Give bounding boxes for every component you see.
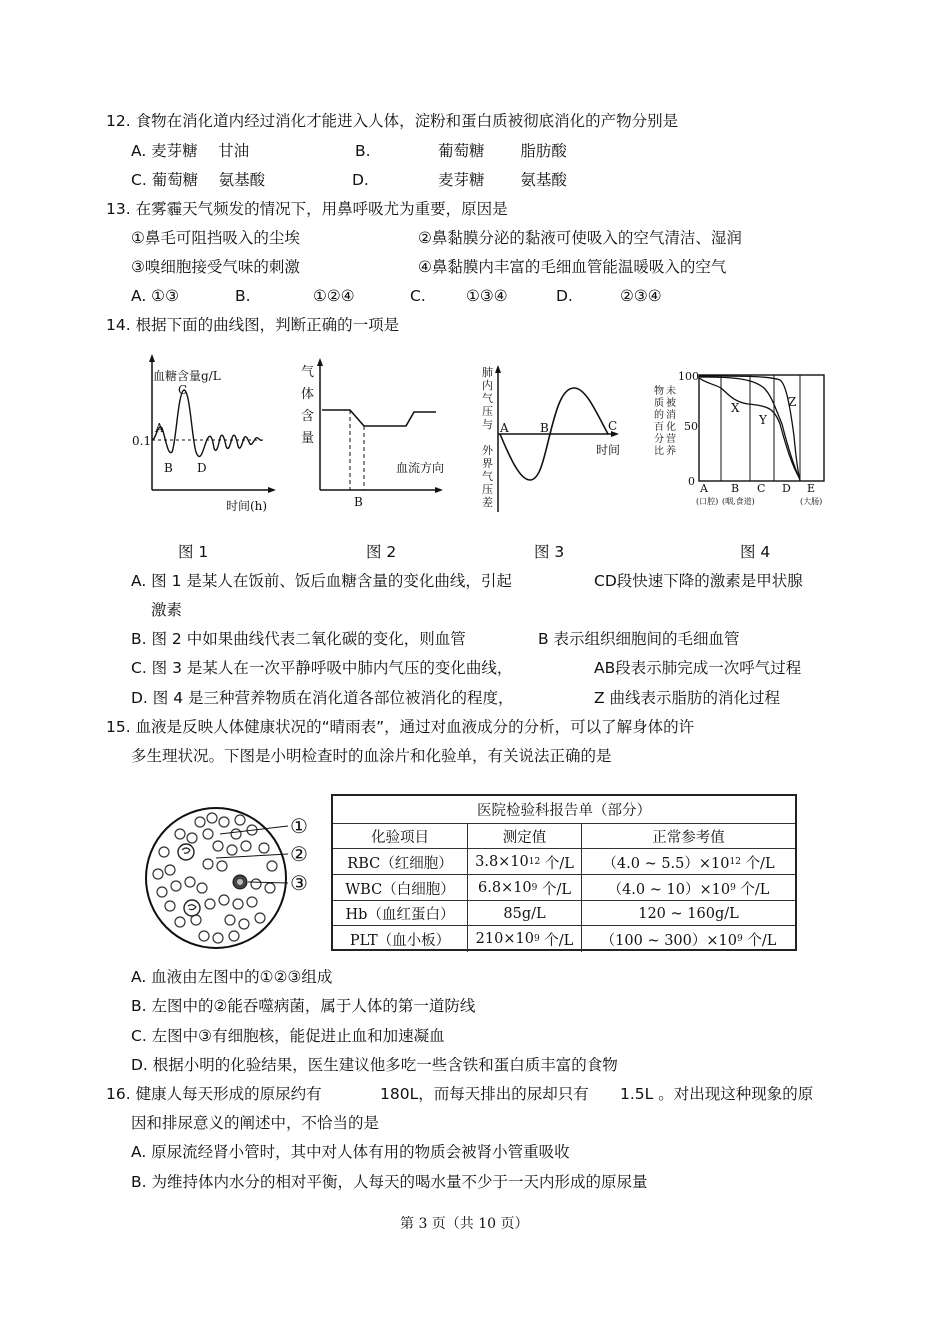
fig4-x-sub-1: (口腔) (696, 497, 719, 506)
page-footer: 第 3 页（共 10 页） (400, 1216, 529, 1232)
q12-option-a: A. 麦芽糖 甘油 (131, 142, 250, 160)
q13-option-d: D. (556, 287, 573, 305)
q12-option-c: C. 葡萄糖 氨基酸 (131, 171, 266, 189)
row-reference: （100 ~ 300）×10 9 个/L (582, 926, 795, 952)
fig3-y-label-2: 内 (482, 379, 493, 392)
header-reference: 正常参考值 (652, 830, 725, 846)
platelets (233, 875, 247, 889)
fig4-x-tick-b: B (731, 482, 740, 495)
q14-option-b: B. 图 2 中如果曲线代表二氧化碳的变化，则血管 (131, 630, 466, 648)
q14-option-b-cont: B 表示组织细胞间的毛细血管 (538, 630, 740, 648)
q14-option-a: A. 图 1 是某人在饭前、饭后血糖含量的变化曲线，引起 (131, 572, 512, 590)
q12-option-b: B. (355, 142, 371, 160)
q13-option-b-text: ①②④ (313, 287, 355, 305)
lab-report-title: 医院检验科报告单（部分） (477, 803, 651, 819)
fig4-x-tick-a: A (700, 482, 708, 495)
value-base: 210×10 (475, 931, 534, 947)
table-row (333, 900, 795, 926)
table-row (333, 874, 795, 901)
fig4-y-label-6: 养 (666, 446, 676, 457)
q14-option-d: D. 图 4 是三种营养物质在消化道各部位被消化的程度， (131, 689, 514, 707)
value-unit: 个/L (542, 881, 572, 898)
value-base: 6.8×10 (477, 880, 532, 896)
fig4-x-tick-e: E (807, 482, 816, 495)
fig3-caption: 图 3 (534, 543, 565, 561)
value-unit: 个/L (544, 855, 574, 872)
fig4-y-label-8: 质 (654, 398, 664, 409)
fig2-y-label-2: 体 (301, 387, 315, 402)
fig4-y-label-10: 百 (654, 422, 664, 433)
fig3-point-c: C (608, 419, 618, 433)
q13-statement-3: ③嗅细胞接受气味的刺激 (131, 258, 300, 276)
fig3-y-label-5: 与 (482, 418, 493, 431)
fig4-x-sub-3: (大肠) (800, 497, 823, 506)
fig4-x-tick-d: D (782, 482, 791, 495)
fig3-x-label: 时间 (596, 443, 621, 457)
row-reference: 120 ~ 160g/L (638, 905, 739, 922)
lab-report-table (331, 794, 797, 951)
value-base: 3.8×10 (475, 854, 529, 870)
fig3-y-label-7: 界 (482, 457, 493, 470)
row-reference: （4.0 ~ 10）×10 9 个/L (582, 875, 795, 901)
q14-stem: 14. 根据下面的曲线图，判断正确的一项是 (106, 316, 400, 334)
q13-stem: 13. 在雾霾天气频发的情况下，用鼻呼吸尤为重要，原因是 (106, 200, 508, 218)
q12-option-d: D. (352, 171, 369, 189)
q16-stem-1-cont: 1.5L 。对出现这种现象的原 (620, 1085, 814, 1103)
ref-base: （4.0 ~ 10）×10 (607, 881, 731, 898)
ref-unit: 个/L (740, 881, 770, 898)
figure-2-gas-content-graph (298, 356, 448, 511)
fig1-point-b: B (164, 461, 173, 475)
q12-option-d-text: 麦芽糖 氨基酸 (438, 171, 567, 189)
lab-report-header-row (333, 823, 795, 849)
fig4-y-label-2: 被 (666, 398, 676, 409)
value-unit: 个/L (544, 932, 574, 949)
blood-smear-figure (140, 800, 340, 954)
fig2-caption: 图 2 (366, 543, 397, 561)
ref-base: （100 ~ 300）×10 (600, 932, 737, 949)
q15-option-a: A. 血液由左图中的①②③组成 (131, 968, 333, 986)
row-value: 85g/L (468, 901, 582, 926)
q16-option-a: A. 原尿流经肾小管时，其中对人体有用的物质会被肾小管重吸收 (131, 1143, 570, 1161)
fig4-curve-y: Y (759, 413, 767, 427)
fig4-y-label-7: 物 (654, 386, 664, 397)
q15-stem-2: 多生理状况。下图是小明检查时的血涂片和化验单，有关说法正确的是 (131, 747, 612, 765)
row-item: RBC（红细胞） (333, 849, 468, 875)
q14-option-c: C. 图 3 是某人在一次平静呼吸中肺内气压的变化曲线， (131, 659, 513, 677)
fig4-x-sub-2: (咽,食道) (722, 497, 755, 506)
q15-option-c: C. 左图中③有细胞核，能促进止血和加速凝血 (131, 1027, 445, 1045)
fig4-y-top: 100 (678, 370, 699, 383)
row-value: 3.8×10 12 个/L (468, 849, 582, 875)
header-value: 测定值 (468, 824, 582, 849)
row-item: WBC（白细胞） (333, 875, 468, 901)
fig3-point-a: A (500, 421, 509, 435)
fig4-curve-x: X (731, 401, 740, 415)
fig1-point-c: C (178, 383, 188, 397)
fig3-y-label-10: 差 (482, 496, 493, 509)
row-value: 6.8×10 9 个/L (468, 875, 582, 901)
header-item: 化验项目 (333, 824, 468, 849)
q12-option-b-text: 葡萄糖 脂肪酸 (438, 142, 567, 160)
fig1-y-label: 血糖含量g/L (153, 369, 221, 383)
fig1-point-d: D (197, 461, 207, 475)
fig1-caption: 图 1 (178, 543, 209, 561)
q13-statement-4: ④鼻黏膜内丰富的毛细血管能温暖吸入的空气 (418, 258, 727, 276)
marker-2: ② (290, 842, 308, 866)
lab-report-title-row (333, 796, 795, 823)
q16-option-b: B. 为维持体内水分的相对平衡，人每天的喝水量不少于一天内形成的原尿量 (131, 1173, 648, 1191)
fig3-y-label-8: 气 (482, 470, 493, 483)
fig4-y-label-3: 消 (666, 410, 676, 421)
fig4-y-label-9: 的 (654, 410, 664, 421)
q13-option-b: B. (235, 287, 251, 305)
q14-option-a-cont2: 激素 (151, 601, 183, 619)
fig3-y-label-1: 肺 (482, 366, 493, 379)
fig3-y-label-6: 外 (482, 444, 493, 457)
row-item: Hb（血红蛋白） (333, 901, 468, 926)
fig2-y-label-1: 气 (301, 365, 315, 380)
q15-option-b: B. 左图中的②能吞噬病菌，属于人体的第一道防线 (131, 997, 476, 1015)
fig2-y-label-4: 量 (301, 431, 315, 446)
fig3-point-b: B (540, 421, 549, 435)
row-item: PLT（血小板） (333, 926, 468, 952)
q16-stem-2: 因和排尿意义的阐述中，不恰当的是 (131, 1114, 380, 1132)
q14-option-a-cont: CD段快速下降的激素是甲状腺 (594, 572, 803, 590)
ref-base: （4.0 ~ 5.5）×10 (602, 855, 730, 872)
figure-4-digestion-graph (652, 366, 830, 514)
q13-option-a: A. ①③ (131, 287, 179, 305)
marker-3: ③ (290, 871, 308, 895)
fig4-y-label-5: 营 (666, 434, 676, 445)
marker-1: ① (290, 814, 308, 838)
figure-1-blood-sugar-graph (130, 352, 280, 517)
q14-option-c-cont: AB段表示肺完成一次呼气过程 (594, 659, 802, 677)
fig4-curve-z: Z (788, 395, 797, 409)
fig4-x-tick-c: C (757, 482, 766, 495)
fig2-x-label: 血流方向 (396, 461, 445, 475)
q15-stem-1: 15. 血液是反映人体健康状况的“晴雨表”，通过对血液成分的分析，可以了解身体的许 (106, 718, 695, 736)
fig1-x-label: 时间(h) (226, 499, 268, 513)
q16-stem-1: 16. 健康人每天形成的原尿约有 (106, 1085, 322, 1103)
q16-stem-1-value: 180L，而每天排出的尿却只有 (380, 1085, 589, 1103)
q13-option-c-text: ①③④ (466, 287, 508, 305)
fig4-y-label-4: 化 (666, 422, 676, 433)
ref-unit: 个/L (747, 932, 777, 949)
fig3-y-label-4: 压 (482, 405, 493, 418)
q12-stem: 12. 食物在消化道内经过消化才能进入人体，淀粉和蛋白质被彻底消化的产物分别是 (106, 112, 679, 130)
q15-option-d: D. 根据小明的化验结果，医生建议他多吃一些含铁和蛋白质丰富的食物 (131, 1056, 618, 1074)
fig1-point-a: A (155, 421, 164, 435)
fig4-y-label-12: 比 (654, 446, 664, 457)
fig3-y-label-3: 气 (482, 392, 493, 405)
fig2-y-label-3: 含 (301, 409, 315, 424)
table-row (333, 848, 795, 875)
figure-3-lung-pressure-graph (478, 362, 628, 522)
row-reference: （4.0 ~ 5.5）×10 12 个/L (582, 849, 795, 875)
ref-unit: 个/L (745, 855, 775, 872)
q13-option-c: C. (410, 287, 426, 305)
q13-option-d-text: ②③④ (620, 287, 662, 305)
q14-option-d-cont: Z 曲线表示脂肪的消化过程 (594, 689, 781, 707)
fig1-y-tick: 0.1 (132, 434, 152, 448)
fig2-point-b: B (354, 495, 363, 509)
fig4-y-label-1: 未 (666, 386, 676, 397)
fig4-y-zero: 0 (688, 475, 695, 488)
q13-statement-2: ②鼻黏膜分泌的黏液可使吸入的空气清洁、湿润 (418, 229, 742, 247)
table-row (333, 925, 795, 952)
row-value: 210×10 9 个/L (468, 926, 582, 952)
fig4-caption: 图 4 (740, 543, 771, 561)
fig3-y-label-9: 压 (482, 483, 493, 496)
fig4-y-mid: 50 (684, 420, 698, 433)
q13-statement-1: ①鼻毛可阻挡吸入的尘埃 (131, 229, 300, 247)
fig4-y-label-11: 分 (654, 434, 664, 445)
